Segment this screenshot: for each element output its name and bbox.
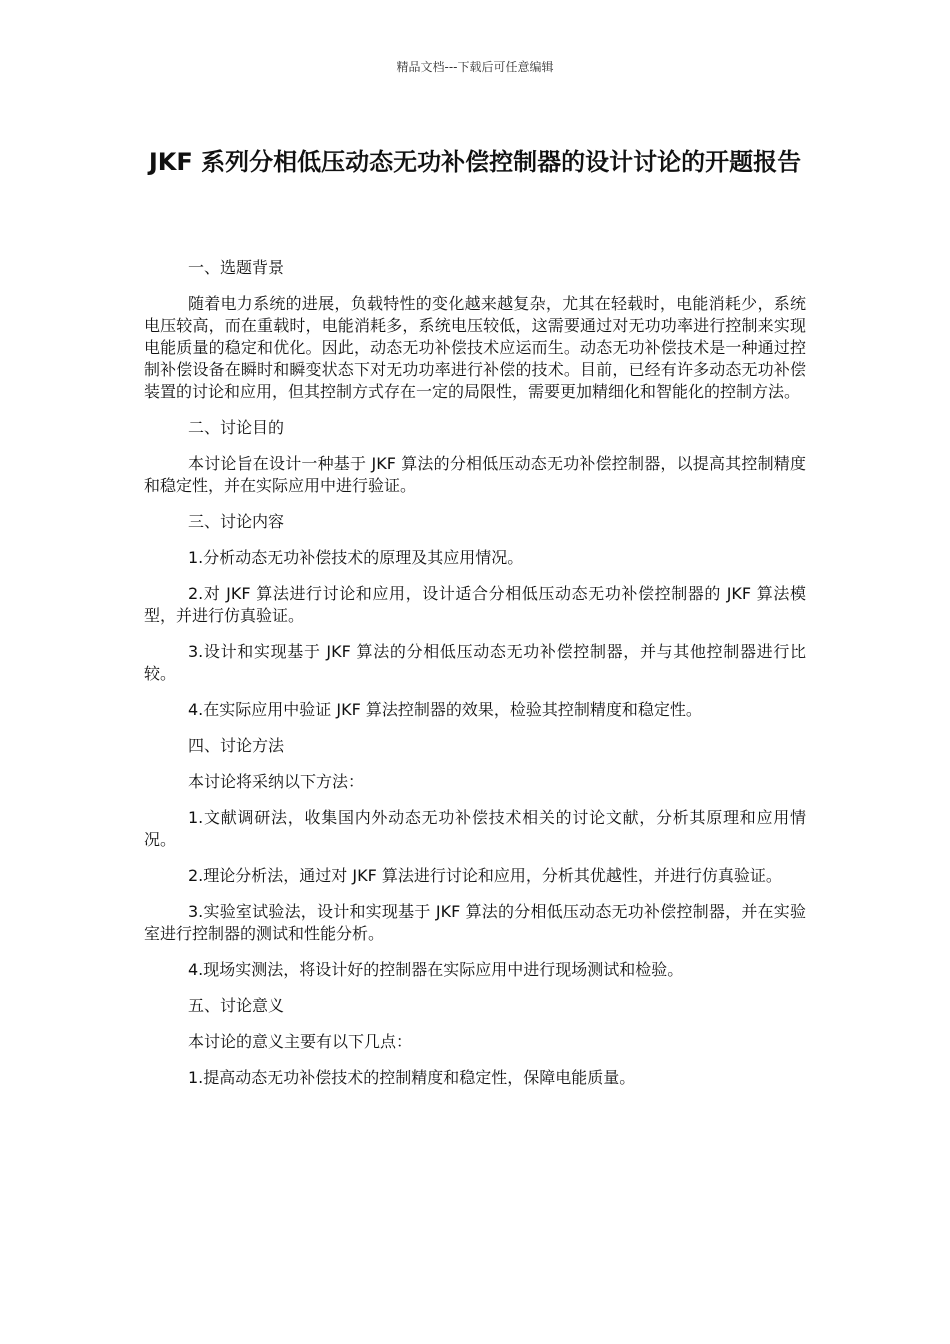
list-item: 1.分析动态无功补偿技术的原理及其应用情况。 [188,548,524,567]
paragraph-significance-intro: 本讨论的意义主要有以下几点： [188,1032,413,1051]
section-heading-significance: 五、讨论意义 [188,996,285,1015]
paragraph-background: 随着电力系统的进展，负载特性的变化越来越复杂，尤其在轻载时，电能消耗少，系统电压较高，而在重载时，电能消耗多，系统电压较低，这需要通过对无功功率进行控制来实现电能质量的稳定和优化。因此，动态无功补偿技术应运而生。动态无功补偿技术是一种通过控制补偿设备在瞬时和瞬变状态下对无功功率进行补偿的技术。目前，已经有许多动态无功补偿装置的讨论和应用，但其控制方式存在一定的局限性，需要更加精细化和智能化的控制方法。 [144,294,806,401]
header-note: 精品文档---下载后可任意编辑 [396,60,554,74]
list-item: 2.理论分析法，通过对 JKF 算法进行讨论和应用，分析其优越性，并进行仿真验证。 [188,866,782,885]
paragraph-methods-intro: 本讨论将采纳以下方法： [188,772,365,791]
list-item: 4.现场实测法，将设计好的控制器在实际应用中进行现场测试和检验。 [188,960,684,979]
list-item: 3.实验室试验法，设计和实现基于 JKF 算法的分相低压动态无功补偿控制器，并在实验室进行控制器的测试和性能分析。 [144,902,806,943]
list-item: 4.在实际应用中验证 JKF 算法控制器的效果，检验其控制精度和稳定性。 [188,700,702,719]
list-item: 2.对 JKF 算法进行讨论和应用，设计适合分相低压动态无功补偿控制器的 JKF 算法模型，并进行仿真验证。 [144,584,806,625]
document-title: JKF 系列分相低压动态无功补偿控制器的设计讨论的开题报告 [148,148,802,176]
section-heading-background: 一、选题背景 [188,258,285,277]
section-heading-methods: 四、讨论方法 [188,736,285,755]
document-body [144,257,806,1103]
section-heading-content: 三、讨论内容 [188,512,285,531]
list-item: 1.文献调研法，收集国内外动态无功补偿技术相关的讨论文献，分析其原理和应用情况。 [144,808,806,849]
list-item: 1.提高动态无功补偿技术的控制精度和稳定性，保障电能质量。 [188,1068,636,1087]
section-heading-purpose: 二、讨论目的 [188,418,285,437]
paragraph-purpose: 本讨论旨在设计一种基于 JKF 算法的分相低压动态无功补偿控制器，以提高其控制精度和稳定性，并在实际应用中进行验证。 [144,454,806,495]
list-item: 3.设计和实现基于 JKF 算法的分相低压动态无功补偿控制器，并与其他控制器进行比较。 [144,642,806,683]
